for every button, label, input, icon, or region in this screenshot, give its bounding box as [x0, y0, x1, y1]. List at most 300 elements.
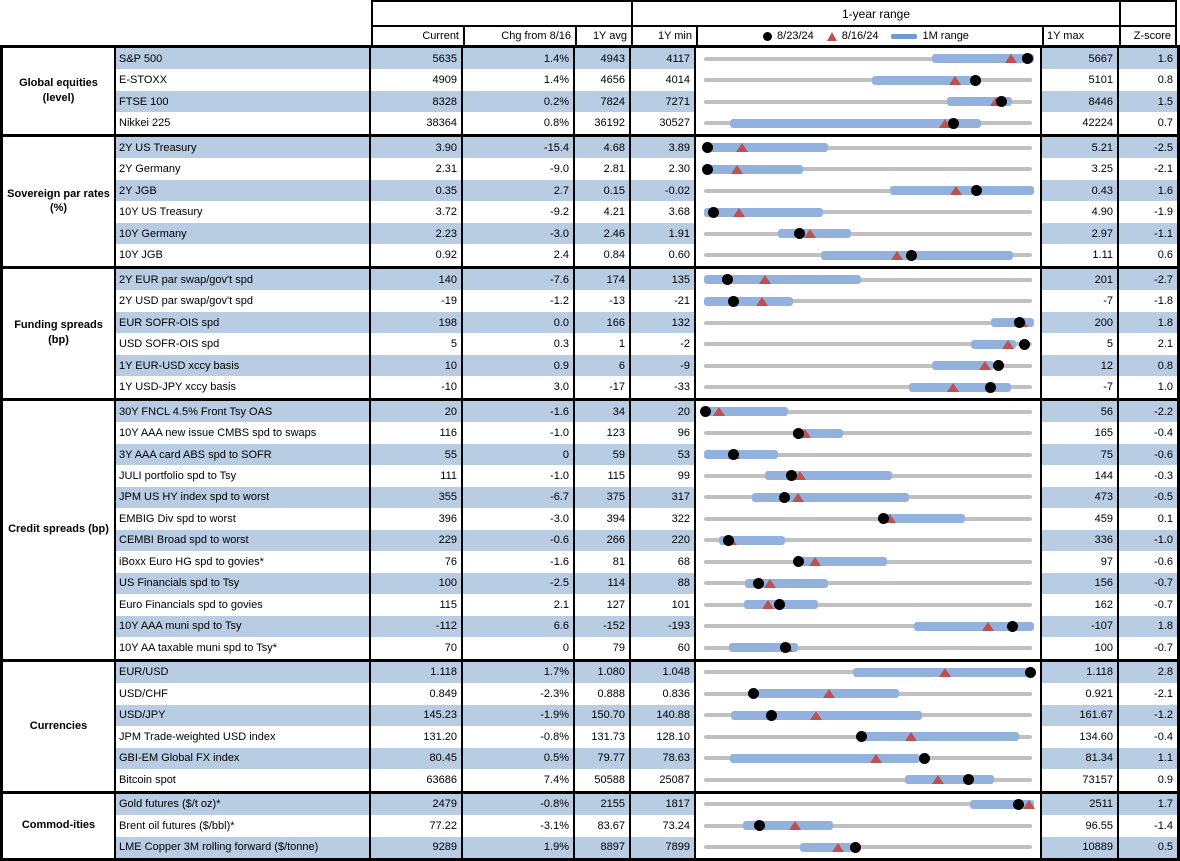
table-row: [116, 91, 1177, 112]
triangle-marker-icon: [736, 143, 748, 152]
cell-1y-min: -193: [631, 616, 696, 637]
cell-current: 355: [371, 487, 463, 508]
triangle-marker-icon: [982, 622, 994, 631]
table-row: [116, 551, 1177, 572]
asset-name: GBI-EM Global FX index: [116, 748, 371, 769]
cell-1y-min: 1.048: [631, 662, 696, 683]
header-empty-cell: [1119, 0, 1177, 25]
col-header-1y-max: 1Y max: [1042, 25, 1119, 45]
range-chart: [696, 180, 1042, 201]
range-chart: [696, 112, 1042, 133]
triangle-marker-icon: [713, 407, 725, 416]
cell-current: 2.23: [371, 223, 463, 244]
triangle-marker-icon: [764, 579, 776, 588]
cell-chg: 0.5%: [463, 748, 575, 769]
cell-1y-avg: 8897: [575, 837, 631, 858]
range-chart: [696, 573, 1042, 594]
cell-1y-min: 1817: [631, 794, 696, 815]
cell-current: 0.849: [371, 683, 463, 704]
dot-marker-icon: [793, 428, 804, 439]
table-row: [116, 705, 1177, 726]
cell-1y-max: 165: [1042, 422, 1119, 443]
triangle-marker-icon: [827, 32, 837, 41]
cell-z-score: 2.8: [1119, 662, 1177, 683]
cell-z-score: -2.1: [1119, 683, 1177, 704]
range-chart: [696, 815, 1042, 836]
table-row: [116, 815, 1177, 836]
cell-1y-min: -21: [631, 290, 696, 311]
cell-1y-min: 2.30: [631, 158, 696, 179]
cell-z-score: 0.6: [1119, 244, 1177, 265]
cell-current: 145.23: [371, 705, 463, 726]
cell-1y-avg: 174: [575, 269, 631, 290]
table-row: [116, 290, 1177, 311]
cell-chg: 0.3: [463, 333, 575, 354]
cell-1y-min: 101: [631, 594, 696, 615]
range-track: [704, 78, 1032, 82]
range-chart: [696, 444, 1042, 465]
cell-z-score: -0.4: [1119, 422, 1177, 443]
cell-1y-avg: 131.73: [575, 726, 631, 747]
cell-chg: 0: [463, 637, 575, 658]
table-row: [116, 508, 1177, 529]
cell-current: 38364: [371, 112, 463, 133]
cell-z-score: 1.6: [1119, 48, 1177, 69]
cell-z-score: 1.5: [1119, 91, 1177, 112]
section-rows: [116, 794, 1177, 858]
cell-1y-max: 5667: [1042, 48, 1119, 69]
range-title: 1-year range: [631, 0, 1119, 25]
cell-1y-min: 96: [631, 422, 696, 443]
triangle-marker-icon: [870, 754, 882, 763]
cell-chg: -15.4: [463, 137, 575, 158]
cell-current: 140: [371, 269, 463, 290]
table-row: [116, 201, 1177, 222]
cell-chg: 1.4%: [463, 69, 575, 90]
cell-current: 1.118: [371, 662, 463, 683]
one-month-range-bar: [932, 54, 1034, 63]
section-label: Currencies: [3, 662, 116, 791]
cell-chg: -0.6: [463, 530, 575, 551]
triangle-marker-icon: [823, 689, 835, 698]
section-rows: [116, 137, 1177, 266]
cell-1y-avg: 0.84: [575, 244, 631, 265]
triangle-marker-icon: [832, 843, 844, 852]
asset-name: 2Y EUR par swap/gov't spd: [116, 269, 371, 290]
cell-1y-max: 0.921: [1042, 683, 1119, 704]
table-row: [116, 769, 1177, 790]
header-spacer: [0, 25, 371, 45]
cell-chg: -3.0: [463, 223, 575, 244]
cell-chg: 0.0: [463, 312, 575, 333]
col-header-1y-min: 1Y min: [631, 25, 696, 45]
dot-marker-icon: [1013, 799, 1024, 810]
cell-z-score: 1.8: [1119, 616, 1177, 637]
range-chart: [696, 333, 1042, 354]
cell-current: -10: [371, 376, 463, 397]
cell-chg: -1.0: [463, 465, 575, 486]
cell-1y-min: 88: [631, 573, 696, 594]
cell-1y-avg: -17: [575, 376, 631, 397]
dot-marker-icon: [963, 774, 974, 785]
cell-1y-avg: 394: [575, 508, 631, 529]
cell-1y-avg: 0.15: [575, 180, 631, 201]
range-chart: [696, 69, 1042, 90]
cell-1y-avg: 4656: [575, 69, 631, 90]
section-2: [3, 134, 1177, 266]
cell-chg: 0.8%: [463, 112, 575, 133]
dot-marker-icon: [985, 382, 996, 393]
triangle-marker-icon: [949, 76, 961, 85]
asset-name: 10Y US Treasury: [116, 201, 371, 222]
cell-current: -112: [371, 616, 463, 637]
table-row: [116, 69, 1177, 90]
cell-current: 2.31: [371, 158, 463, 179]
table-row: [116, 637, 1177, 658]
cell-chg: 3.0: [463, 376, 575, 397]
table-row: [116, 422, 1177, 443]
legend-tri-label: 8/16/24: [841, 30, 879, 42]
header-row-2: [0, 25, 1180, 45]
table-row: [116, 465, 1177, 486]
cell-1y-avg: 2.81: [575, 158, 631, 179]
col-header-z-score: Z-score: [1119, 25, 1177, 45]
range-chart: [696, 465, 1042, 486]
cell-1y-avg: 123: [575, 422, 631, 443]
cell-1y-min: 4117: [631, 48, 696, 69]
cell-chg: 1.9%: [463, 837, 575, 858]
cell-1y-max: 5: [1042, 333, 1119, 354]
asset-name: Euro Financials spd to govies: [116, 594, 371, 615]
cell-current: 20: [371, 401, 463, 422]
cell-1y-min: 0.60: [631, 244, 696, 265]
cell-1y-avg: 266: [575, 530, 631, 551]
one-month-range-bar: [731, 711, 922, 720]
one-month-range-bar: [704, 208, 823, 217]
cell-1y-min: -0.02: [631, 180, 696, 201]
range-chart: [696, 48, 1042, 69]
cell-current: 116: [371, 422, 463, 443]
range-chart: [696, 683, 1042, 704]
cell-current: 77.22: [371, 815, 463, 836]
one-month-range-bar: [905, 775, 994, 784]
cell-z-score: -2.1: [1119, 158, 1177, 179]
range-chart: [696, 769, 1042, 790]
cell-chg: -1.2: [463, 290, 575, 311]
asset-name: US Financials spd to Tsy: [116, 573, 371, 594]
cell-z-score: -1.2: [1119, 705, 1177, 726]
section-rows: [116, 662, 1177, 791]
triangle-marker-icon: [979, 361, 991, 370]
cell-z-score: -1.1: [1119, 223, 1177, 244]
cell-z-score: 1.6: [1119, 180, 1177, 201]
cell-z-score: 0.5: [1119, 837, 1177, 858]
section-label: Global equities (level): [3, 48, 116, 134]
cell-chg: 6.6: [463, 616, 575, 637]
table-row: [116, 355, 1177, 376]
one-month-range-bar: [704, 450, 778, 459]
triangle-marker-icon: [756, 297, 768, 306]
range-chart: [696, 794, 1042, 815]
cell-1y-min: 25087: [631, 769, 696, 790]
range-chart: [696, 748, 1042, 769]
cell-1y-max: 201: [1042, 269, 1119, 290]
asset-name: iBoxx Euro HG spd to govies*: [116, 551, 371, 572]
dot-marker-icon: [708, 207, 719, 218]
dot-marker-icon: [728, 296, 739, 307]
cell-1y-avg: 2155: [575, 794, 631, 815]
cell-1y-avg: 59: [575, 444, 631, 465]
cell-1y-avg: 2.46: [575, 223, 631, 244]
range-bar-icon: [891, 34, 917, 39]
cell-chg: -1.0: [463, 422, 575, 443]
cell-1y-avg: 375: [575, 487, 631, 508]
cell-1y-min: 322: [631, 508, 696, 529]
cell-current: 3.72: [371, 201, 463, 222]
cell-1y-avg: 4.68: [575, 137, 631, 158]
table-row: [116, 312, 1177, 333]
one-month-range-bar: [860, 732, 1019, 741]
cell-current: 2479: [371, 794, 463, 815]
cell-z-score: 1.1: [1119, 748, 1177, 769]
cell-chg: 0: [463, 444, 575, 465]
triangle-marker-icon: [809, 557, 821, 566]
cell-1y-max: 161.67: [1042, 705, 1119, 726]
cell-chg: -9.0: [463, 158, 575, 179]
cell-1y-min: 3.89: [631, 137, 696, 158]
table-row: [116, 376, 1177, 397]
cell-current: 8328: [371, 91, 463, 112]
cell-current: 76: [371, 551, 463, 572]
cell-1y-avg: -152: [575, 616, 631, 637]
asset-name: Bitcoin spot: [116, 769, 371, 790]
cell-z-score: 0.7: [1119, 112, 1177, 133]
cell-1y-min: 1.91: [631, 223, 696, 244]
cell-z-score: -0.3: [1119, 465, 1177, 486]
dot-marker-icon: [919, 753, 930, 764]
cell-1y-avg: 4943: [575, 48, 631, 69]
cell-1y-avg: 81: [575, 551, 631, 572]
cell-z-score: 1.8: [1119, 312, 1177, 333]
cell-current: 55: [371, 444, 463, 465]
triangle-marker-icon: [804, 229, 816, 238]
triangle-marker-icon: [891, 251, 903, 260]
cell-1y-avg: 1.080: [575, 662, 631, 683]
cell-z-score: -2.2: [1119, 401, 1177, 422]
range-chart: [696, 726, 1042, 747]
cell-z-score: 0.8: [1119, 355, 1177, 376]
cell-1y-min: 78.63: [631, 748, 696, 769]
cell-chg: -7.6: [463, 269, 575, 290]
cell-1y-avg: -13: [575, 290, 631, 311]
asset-name: JPM Trade-weighted USD index: [116, 726, 371, 747]
table-row: [116, 594, 1177, 615]
legend-bar-label: 1M range: [922, 30, 969, 42]
asset-name: USD/JPY: [116, 705, 371, 726]
range-chart: [696, 487, 1042, 508]
dot-marker-icon: [850, 842, 861, 853]
cell-1y-avg: 83.67: [575, 815, 631, 836]
cell-z-score: 0.8: [1119, 69, 1177, 90]
cell-1y-min: 73.24: [631, 815, 696, 836]
table-row: [116, 269, 1177, 290]
range-track: [704, 232, 1032, 236]
section-label: Funding spreads (bp): [3, 269, 116, 398]
asset-name: 10Y AAA muni spd to Tsy: [116, 616, 371, 637]
table-row: [116, 444, 1177, 465]
cell-1y-max: 3.25: [1042, 158, 1119, 179]
range-chart: [696, 137, 1042, 158]
cell-1y-min: 317: [631, 487, 696, 508]
section-label: Credit spreads (bp): [3, 401, 116, 659]
table-row: [116, 244, 1177, 265]
cell-1y-min: 99: [631, 465, 696, 486]
cell-current: 3.90: [371, 137, 463, 158]
asset-name: 30Y FNCL 4.5% Front Tsy OAS: [116, 401, 371, 422]
one-month-range-bar: [730, 754, 921, 763]
asset-name: S&P 500: [116, 48, 371, 69]
cell-1y-min: 3.68: [631, 201, 696, 222]
cell-1y-max: 144: [1042, 465, 1119, 486]
cell-current: 70: [371, 637, 463, 658]
cell-current: 100: [371, 573, 463, 594]
range-chart: [696, 422, 1042, 443]
dot-marker-icon: [722, 274, 733, 285]
asset-name: 1Y USD-JPY xccy basis: [116, 376, 371, 397]
asset-name: Brent oil futures ($/bbl)*: [116, 815, 371, 836]
cell-current: 229: [371, 530, 463, 551]
cell-1y-max: 42224: [1042, 112, 1119, 133]
table-row: [116, 530, 1177, 551]
table-row: [116, 748, 1177, 769]
cell-current: 396: [371, 508, 463, 529]
range-chart: [696, 401, 1042, 422]
cell-current: 111: [371, 465, 463, 486]
dot-marker-icon: [993, 360, 1004, 371]
one-month-range-bar: [752, 493, 909, 502]
cell-1y-max: 56: [1042, 401, 1119, 422]
cell-chg: -3.0: [463, 508, 575, 529]
cell-chg: 1.4%: [463, 48, 575, 69]
dot-marker-icon: [702, 142, 713, 153]
cell-1y-avg: 115: [575, 465, 631, 486]
asset-name: 10Y AAA new issue CMBS spd to swaps: [116, 422, 371, 443]
asset-name: USD SOFR-OIS spd: [116, 333, 371, 354]
table-row: [116, 180, 1177, 201]
cell-chg: 7.4%: [463, 769, 575, 790]
cell-1y-avg: 7824: [575, 91, 631, 112]
cell-current: 10: [371, 355, 463, 376]
cell-z-score: -0.7: [1119, 573, 1177, 594]
cell-1y-max: 12: [1042, 355, 1119, 376]
table-row: [116, 487, 1177, 508]
table-row: [116, 683, 1177, 704]
cell-z-score: -0.6: [1119, 444, 1177, 465]
cell-chg: -0.8%: [463, 794, 575, 815]
cell-z-score: -0.5: [1119, 487, 1177, 508]
cell-1y-avg: 79: [575, 637, 631, 658]
dot-marker-icon: [1014, 317, 1025, 328]
cell-1y-min: 140.88: [631, 705, 696, 726]
cell-chg: -6.7: [463, 487, 575, 508]
dot-marker-icon: [763, 32, 772, 41]
cell-z-score: -0.7: [1119, 594, 1177, 615]
col-header-current: Current: [371, 25, 463, 45]
cell-z-score: -1.0: [1119, 530, 1177, 551]
cell-1y-max: 5101: [1042, 69, 1119, 90]
cell-z-score: 2.1: [1119, 333, 1177, 354]
cell-current: 198: [371, 312, 463, 333]
chart-legend: [696, 25, 1042, 45]
range-chart: [696, 269, 1042, 290]
table-row: [116, 616, 1177, 637]
cell-chg: -2.3%: [463, 683, 575, 704]
asset-name: 2Y US Treasury: [116, 137, 371, 158]
cell-current: 9289: [371, 837, 463, 858]
triangle-marker-icon: [1005, 54, 1017, 63]
cell-1y-min: 135: [631, 269, 696, 290]
table-row: [116, 48, 1177, 69]
section-rows: [116, 401, 1177, 659]
section-6: [3, 791, 1177, 858]
cell-1y-max: 2511: [1042, 794, 1119, 815]
cell-1y-max: 473: [1042, 487, 1119, 508]
cell-1y-min: 0.836: [631, 683, 696, 704]
triangle-marker-icon: [789, 821, 801, 830]
dot-marker-icon: [1019, 339, 1030, 350]
range-chart: [696, 551, 1042, 572]
cell-1y-avg: 50588: [575, 769, 631, 790]
table-row: [116, 158, 1177, 179]
cell-1y-max: -107: [1042, 616, 1119, 637]
cell-z-score: 0.9: [1119, 769, 1177, 790]
range-track: [704, 431, 1032, 435]
cell-1y-min: 53: [631, 444, 696, 465]
cell-1y-avg: 166: [575, 312, 631, 333]
legend-dot-label: 8/23/24: [777, 30, 814, 42]
table-body: [0, 45, 1180, 861]
cell-current: 80.45: [371, 748, 463, 769]
range-chart: [696, 616, 1042, 637]
triangle-marker-icon: [905, 732, 917, 741]
cell-chg: -3.1%: [463, 815, 575, 836]
cell-z-score: -0.4: [1119, 726, 1177, 747]
col-header-1y-avg: 1Y avg: [575, 25, 631, 45]
triangle-marker-icon: [792, 493, 804, 502]
cell-1y-max: 96.55: [1042, 815, 1119, 836]
cell-1y-avg: 150.70: [575, 705, 631, 726]
asset-name: JPM US HY index spd to worst: [116, 487, 371, 508]
section-1: [3, 48, 1177, 134]
triangle-marker-icon: [932, 775, 944, 784]
cell-1y-max: 5.21: [1042, 137, 1119, 158]
cell-1y-min: 132: [631, 312, 696, 333]
col-header-chg: Chg from 8/16: [463, 25, 575, 45]
asset-name: LME Copper 3M rolling forward ($/tonne): [116, 837, 371, 858]
dot-marker-icon: [971, 185, 982, 196]
range-chart: [696, 376, 1042, 397]
section-5: [3, 659, 1177, 791]
asset-name: CEMBI Broad spd to worst: [116, 530, 371, 551]
cell-1y-avg: 114: [575, 573, 631, 594]
asset-name: 10Y Germany: [116, 223, 371, 244]
cell-chg: 1.7%: [463, 662, 575, 683]
cell-current: 63686: [371, 769, 463, 790]
cell-z-score: -2.5: [1119, 137, 1177, 158]
asset-name: EMBIG Div spd to worst: [116, 508, 371, 529]
cell-chg: -9.2: [463, 201, 575, 222]
one-month-range-bar: [800, 843, 856, 852]
